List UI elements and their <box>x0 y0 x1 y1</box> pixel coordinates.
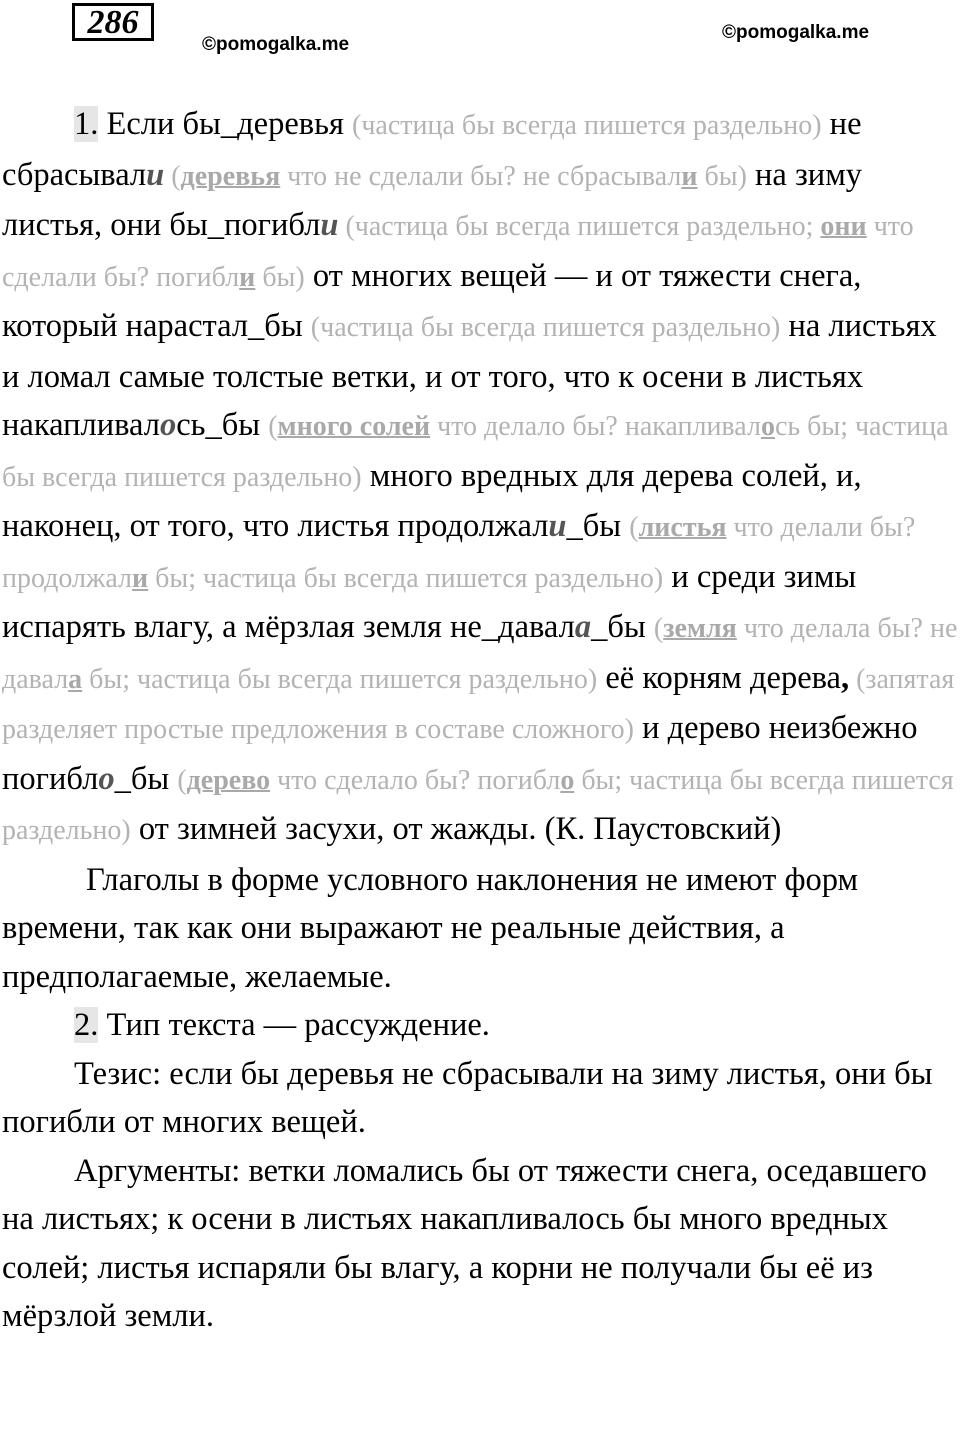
comment-part: что делали бы? продолжал <box>2 512 916 594</box>
text: на зиму листья, они бы_погибл <box>2 156 863 243</box>
comment-part: что сделали бы? погибл <box>2 211 914 293</box>
text: много вредных для дерева солей, и, наконец, от того, что листья продолжал <box>2 457 862 544</box>
paragraph-1 <box>2 100 958 856</box>
paragraph-arguments: Аргументы: ветки ломались бы от тяжести снега, оседавшего на листьях; к осени в листьях накапливалось бы много вредных солей; листья испаряли бы влагу, а корни не получали бы её из мёрзлой земли. <box>2 1152 927 1334</box>
item-number-2: 2. <box>74 1007 99 1043</box>
text: на листьях и ломал самые толстые ветки, и от того, что к осени в листьях накапливал <box>2 308 937 443</box>
ending: и <box>146 156 165 193</box>
comment-part: бы) <box>697 160 747 192</box>
comment-part: бы; частица бы всегда пишется раздельно) <box>2 764 954 846</box>
comment-part: что делала бы? не давал <box>2 613 958 695</box>
comment: (частица бы всегда пишется раздельно) <box>352 110 822 141</box>
text: _бы <box>566 508 630 544</box>
text: _бы <box>114 760 178 797</box>
paragraph-2: Глаголы в форме условного наклонения не имеют форм времени, так как они выражают не реальные действия, а предполагаемые, желаемые. <box>2 861 859 995</box>
text: Тип текста — рассуждение. <box>98 1007 490 1043</box>
watermark-right: ©pomogalka.me <box>722 22 870 43</box>
comment-part: сь бы; частица бы всегда пишется раздельно) <box>2 411 949 493</box>
subject: дерево <box>186 764 271 796</box>
comment-part: ( <box>653 613 664 644</box>
ending: о <box>760 411 775 442</box>
text: от зимней засухи, от жажды. (К. Паустовский) <box>130 811 782 847</box>
text: сь_бы <box>176 407 269 443</box>
comment <box>164 161 747 192</box>
text: и дерево неизбежно погибл <box>2 710 918 797</box>
comma-mark: , <box>840 659 850 696</box>
answer-text <box>2 100 958 1341</box>
subject: деревья <box>180 160 281 192</box>
watermark-left: ©pomogalka.me <box>202 34 350 55</box>
comment-part: бы) <box>255 261 305 293</box>
text: Если бы_деревья <box>98 106 353 142</box>
subject: они <box>820 211 867 242</box>
comment-part: что не сделали бы? не сбрасывал <box>280 160 682 192</box>
comment: (запятая разделяет простые предложения в составе сложного) <box>2 663 955 745</box>
ending: и <box>548 508 567 544</box>
ending: о <box>159 407 177 443</box>
text: не сбрасывал <box>2 106 862 193</box>
text: _бы <box>591 609 654 645</box>
ending: и <box>239 261 256 293</box>
subject: земля <box>663 613 737 644</box>
subject: листья <box>638 512 727 543</box>
text: и среди зимы испарять влагу, а мёрзлая земля не_давал <box>2 558 857 645</box>
ending: и <box>132 562 149 594</box>
task-number: 286 <box>72 3 154 41</box>
ending: и <box>320 207 339 243</box>
item-number-1: 1. <box>74 106 99 142</box>
ending: а <box>68 663 83 695</box>
paragraph-thesis: Тезис: если бы деревья не сбрасывали на зиму листья, они бы погибли от многих вещей. <box>2 1055 933 1140</box>
subject: много солей <box>277 411 431 442</box>
comment-part: что делало бы? накапливал <box>430 411 761 442</box>
comment-part: бы; частица бы всегда пишется раздельно) <box>148 562 664 594</box>
ending: а <box>574 609 592 645</box>
comment-part: (частица бы всегда пишется раздельно; <box>338 211 821 242</box>
ending: и <box>681 160 698 192</box>
ending: о <box>98 760 115 797</box>
text: её корням дерева <box>597 659 841 696</box>
comment-part: что сделало бы? погибл <box>270 764 561 796</box>
comment-part: ( <box>629 512 639 543</box>
comment: (частица бы всегда пишется раздельно) <box>310 312 781 343</box>
comment-part: ( <box>164 160 181 192</box>
comment-part: бы; частица бы всегда пишется раздельно) <box>82 663 598 695</box>
text: от многих вещей — и от тяжести снега, который нарастал_бы <box>2 257 862 344</box>
comment-part: ( <box>268 411 278 442</box>
ending: о <box>560 764 575 796</box>
comment-part: ( <box>177 764 187 796</box>
paragraph-3 <box>2 1001 958 1050</box>
